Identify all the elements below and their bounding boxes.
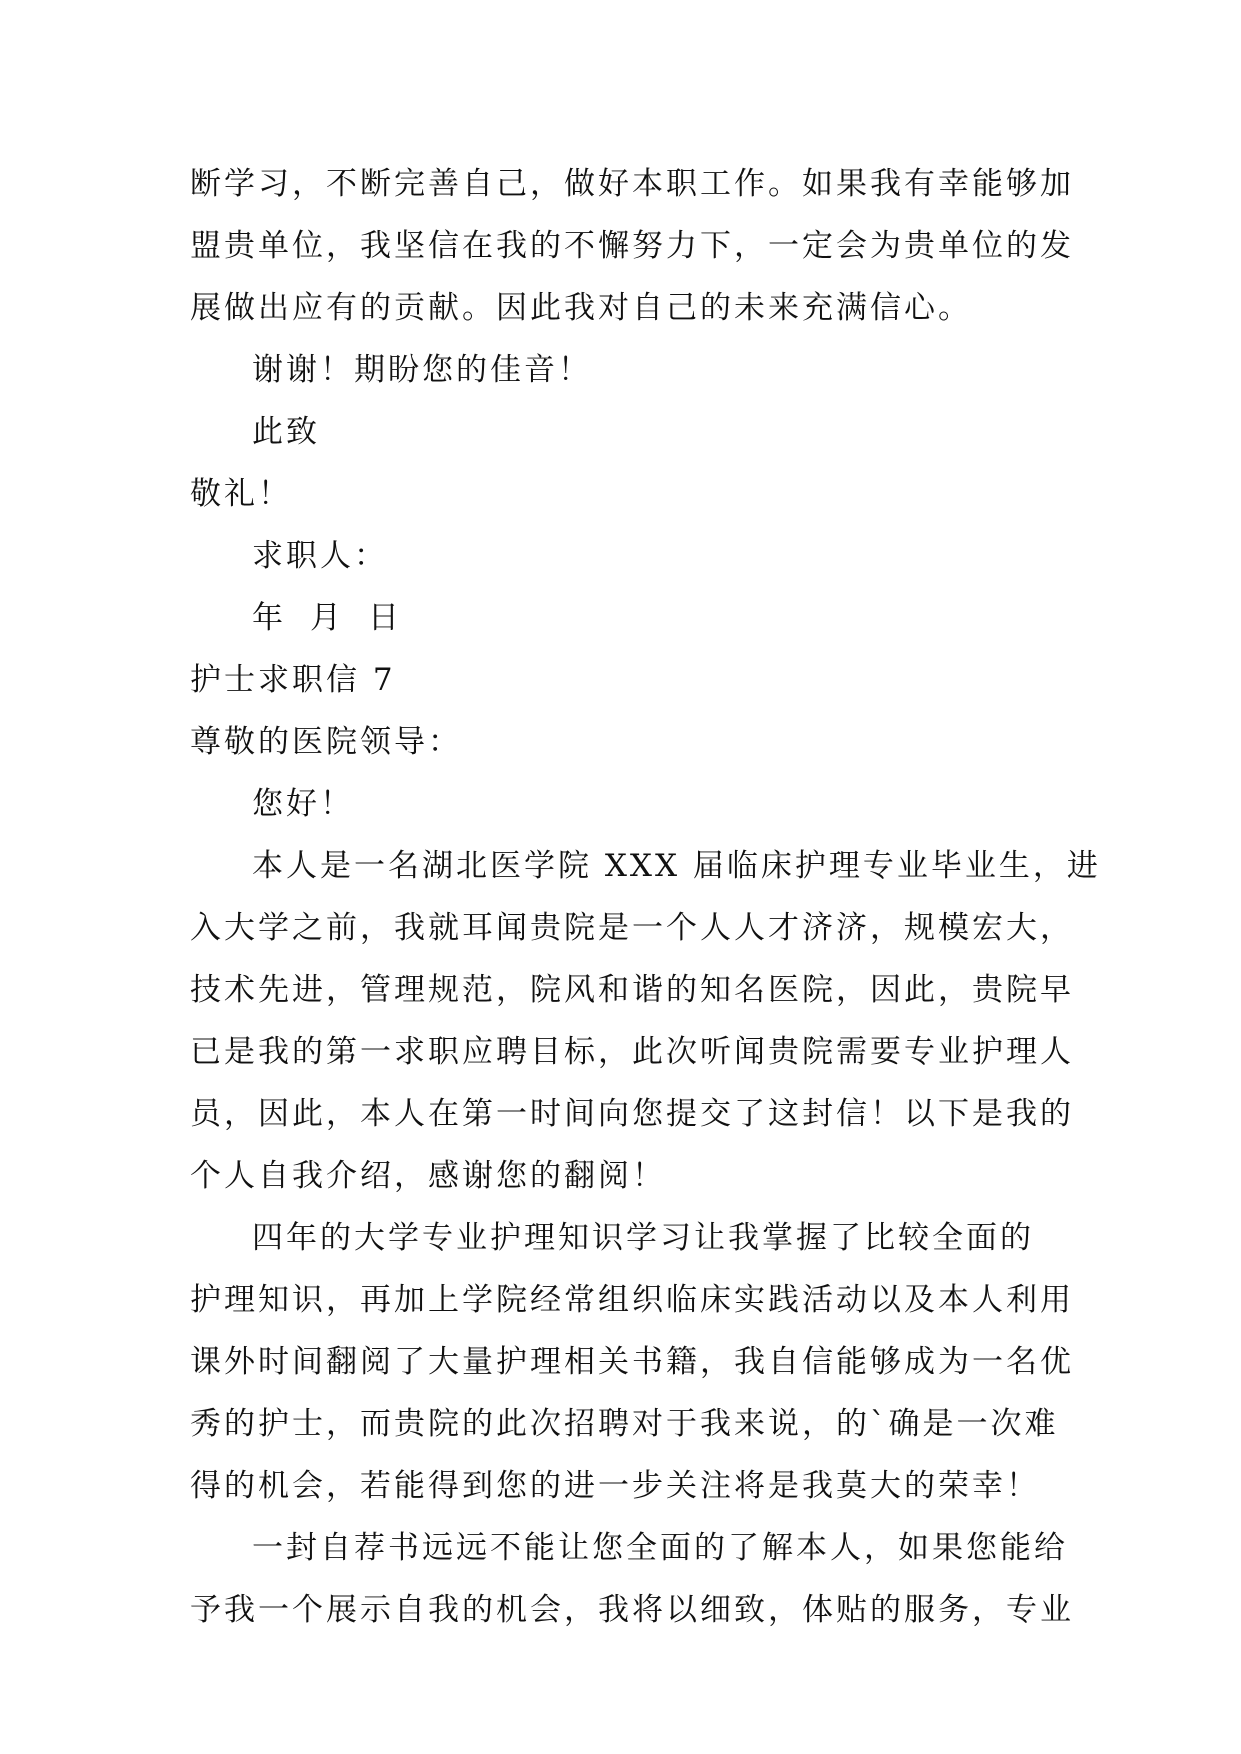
paragraph-line: 个人自我介绍，感谢您的翻阅！ [190,1158,666,1194]
paragraph-line: 断学习，不断完善自己，做好本职工作。如果我有幸能够加 [190,166,1074,202]
paragraph-line: 秀的护士，而贵院的此次招聘对于我来说，的`确是一次难 [190,1406,1059,1442]
date-line [190,587,1060,649]
paragraph-line: 入大学之前，我就耳闻贵院是一个人人才济济，规模宏大， [190,910,1074,946]
paragraph-line: 展做出应有的贡献。因此我对自己的未来充满信心。 [190,290,972,326]
date-year: 年 [252,600,286,636]
paragraph-line: 已是我的第一求职应聘目标，此次听闻贵院需要专业护理人 [190,1034,1074,1070]
paragraph-line: 一封自荐书远远不能让您全面的了解本人，如果您能给 [252,1530,1068,1566]
closing-line: 此致 [252,414,320,450]
salute-line: 敬礼！ [190,476,292,512]
paragraph-line: 技术先进，管理规范，院风和谐的知名医院，因此，贵院早 [190,972,1074,1008]
paragraph-line: 护理知识，再加上学院经常组织临床实践活动以及本人利用 [190,1282,1074,1318]
greeting: 您好！ [252,786,354,822]
thanks-line: 谢谢！期盼您的佳音！ [252,352,592,388]
signature-line: 求职人： [252,538,388,574]
salutation: 尊敬的医院领导： [190,724,462,760]
paragraph-line: 四年的大学专业护理知识学习让我掌握了比较全面的 [252,1220,1034,1256]
section-title: 护士求职信 7 [190,662,396,698]
paragraph-line: 本人是一名湖北医学院 XXX 届临床护理专业毕业生，进 [252,848,1101,884]
paragraph-line: 得的机会，若能得到您的进一步关注将是我莫大的荣幸！ [190,1468,1040,1504]
document-page [190,153,1101,1641]
paragraph-line: 予我一个展示自我的机会，我将以细致，体贴的服务，专业 [190,1592,1074,1628]
date-month: 月 [310,600,344,636]
paragraph-line: 盟贵单位，我坚信在我的不懈努力下，一定会为贵单位的发 [190,228,1074,264]
date-day: 日 [368,600,402,636]
paragraph-line: 课外时间翻阅了大量护理相关书籍，我自信能够成为一名优 [190,1344,1074,1380]
paragraph-line: 员，因此，本人在第一时间向您提交了这封信！以下是我的 [190,1096,1074,1132]
